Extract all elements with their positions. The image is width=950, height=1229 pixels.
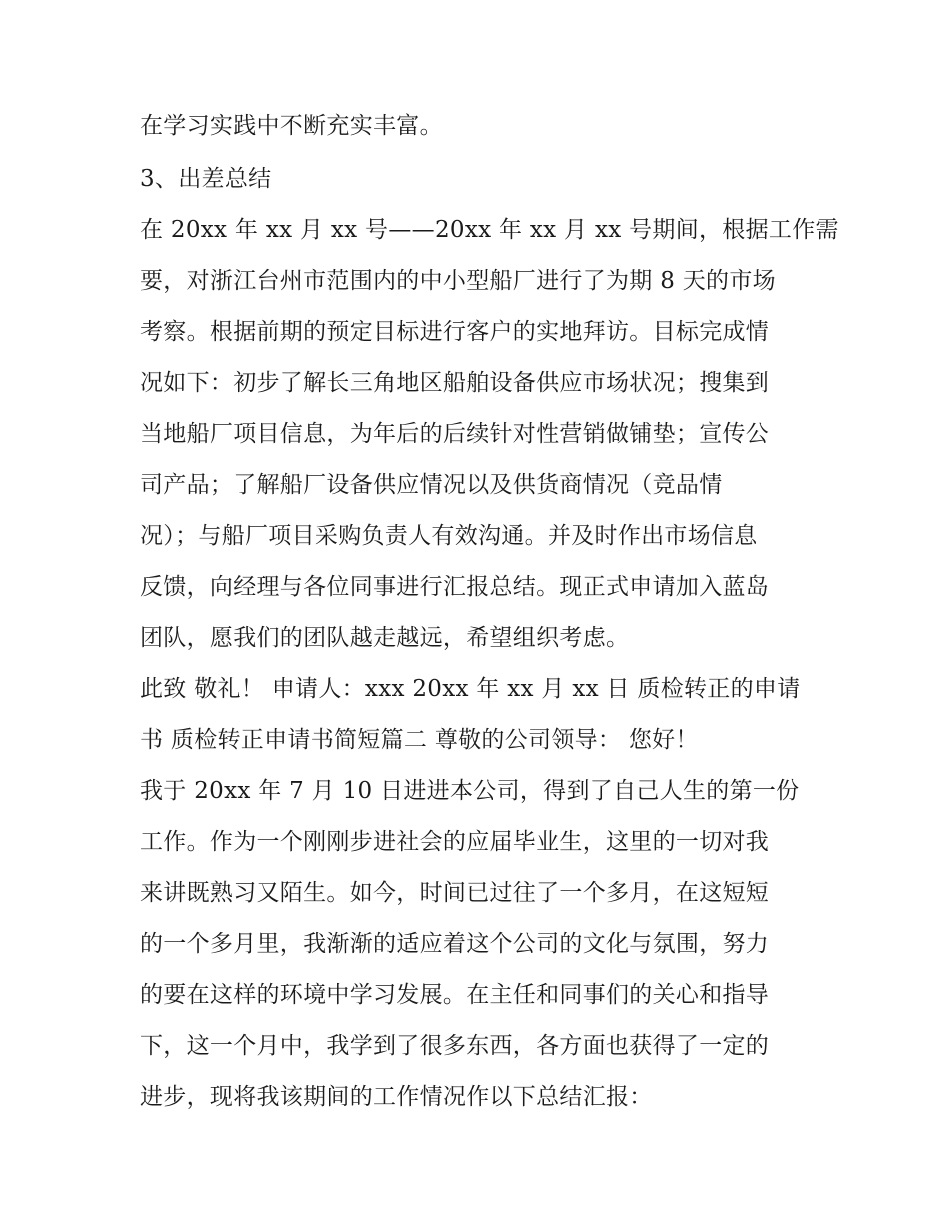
text-line: 团队，愿我们的团队越走越远，希望组织考虑。 [140, 625, 630, 651]
text-line: 要，对浙江台州市范围内的中小型船厂进行了为期 8 天的市场 [140, 268, 776, 294]
text-line: 反馈，向经理与各位同事进行汇报总结。现正式申请加入蓝岛 [140, 574, 770, 600]
text-line: 进步，现将我该期间的工作情况作以下总结汇报： [140, 1084, 653, 1110]
text-line: 书 质检转正申请书简短篇二 尊敬的公司领导： 您好！ [140, 727, 699, 753]
text-line: 况如下：初步了解长三角地区船舶设备供应市场状况；搜集到 [140, 370, 770, 396]
text-line: 司产品；了解船厂设备供应情况以及供货商情况（竞品情 [140, 472, 723, 498]
text-line: 我于 20xx 年 7 月 10 日进进本公司，得到了自己人生的第一份 [140, 778, 800, 804]
text-line: 的一个多月里，我渐渐的适应着这个公司的文化与氛围，努力 [140, 931, 770, 957]
text-line: 的要在这样的环境中学习发展。在主任和同事们的关心和指导 [140, 982, 770, 1008]
text-line: 当地船厂项目信息，为年后的后续针对性营销做铺垫；宣传公 [140, 421, 770, 447]
text-line: 考察。根据前期的预定目标进行客户的实地拜访。目标完成情 [140, 319, 770, 345]
section-heading: 3、出差总结 [140, 166, 272, 192]
text-line: 在学习实践中不断充实丰富。 [140, 113, 443, 139]
text-line: 来讲既熟习又陌生。如今，时间已过往了一个多月，在这短短 [140, 880, 770, 906]
text-line: 此致 敬礼！ 申请人：xxx 20xx 年 xx 月 xx 日 质检转正的申请 [140, 676, 801, 702]
text-line: 下，这一个月中，我学到了很多东西，各方面也获得了一定的 [140, 1033, 770, 1059]
text-line: 工作。作为一个刚刚步进社会的应届毕业生，这里的一切对我 [140, 829, 770, 855]
text-line: 况）；与船厂项目采购负责人有效沟通。并及时作出市场信息 [140, 523, 758, 549]
text-line: 在 20xx 年 xx 月 xx 号——20xx 年 xx 月 xx 号期间，根据工作需 [140, 217, 839, 243]
